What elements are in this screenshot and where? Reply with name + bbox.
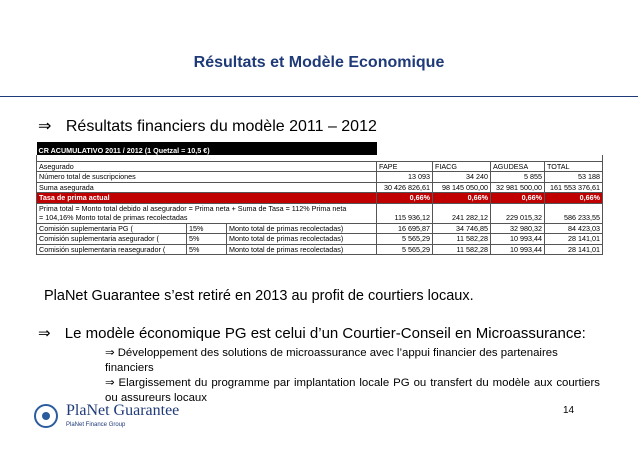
commission-base: Monto total de primas recolectadas) [227, 223, 377, 234]
column-header: Asegurado [37, 161, 377, 172]
table-cell: 10 993,44 [491, 244, 545, 255]
business-model-text: Le modèle économique PG est celui d’un Courtier-Conseil en Microassurance: [64, 325, 586, 342]
table-cell: 13 093 [377, 172, 433, 183]
arrow-icon: ⇒ [38, 118, 52, 135]
column-header: FAPE [377, 161, 433, 172]
table-header: CR ACUMULATIVO 2011 / 2012 (1 Quetzal = 10,5 €) [37, 142, 377, 155]
column-header-row [37, 161, 603, 172]
table-cell: 586 233,55 [545, 203, 603, 223]
row-label: Tasa de prima actual [37, 193, 377, 204]
row-label [37, 203, 377, 223]
table-cell: 30 426 826,61 [377, 182, 433, 193]
table-cell: 0,66% [545, 193, 603, 204]
table-cell: 34 746,85 [433, 223, 491, 234]
table-cell: 32 981 500,00 [491, 182, 545, 193]
table-cell: 5 565,29 [377, 244, 433, 255]
globe-icon [34, 404, 58, 428]
commission-label: Comisión suplementaria PG ( [37, 223, 187, 234]
column-header: FIACG [433, 161, 491, 172]
table-cell: 115 936,12 [377, 203, 433, 223]
table-cell: 84 423,03 [545, 223, 603, 234]
section-subtitle [38, 116, 377, 136]
business-model-note [38, 324, 586, 342]
table-cell: 229 015,32 [491, 203, 545, 223]
table-cell: 11 582,28 [433, 244, 491, 255]
table-cell: 5 565,29 [377, 234, 433, 245]
table-cell: 28 141,01 [545, 234, 603, 245]
retirement-note: PlaNet Guarantee s’est retiré en 2013 au profit de courtiers locaux. [44, 288, 474, 304]
bullet-list [105, 346, 600, 406]
commission-label: Comisión suplementaria reasegurador ( [37, 244, 187, 255]
commission-label: Comisión suplementaria asegurador ( [37, 234, 187, 245]
table-cell: 28 141,01 [545, 244, 603, 255]
table-cell: 0,66% [491, 193, 545, 204]
row-label: Suma asegurada [37, 182, 377, 193]
financial-results-table [36, 142, 602, 255]
row-label-line: = 104,16% Monto total de primas recolectadas [39, 213, 188, 222]
commission-base: Monto total de primas recolectadas) [227, 234, 377, 245]
planet-guarantee-logo [34, 400, 244, 436]
premium-rate-row [37, 193, 603, 204]
total-premium-row [37, 203, 603, 223]
logo-tagline: PlaNet Finance Group [66, 422, 126, 428]
column-header: TOTAL [545, 161, 603, 172]
row-label: Número total de suscripciones [37, 172, 377, 183]
table-cell: 32 980,32 [491, 223, 545, 234]
arrow-icon: ⇒ [38, 325, 51, 342]
table-cell: 241 282,12 [433, 203, 491, 223]
table-cell: 10 993,44 [491, 234, 545, 245]
title-divider [0, 96, 638, 97]
table-cell: 161 553 376,61 [545, 182, 603, 193]
commission-base: Monto total de primas recolectadas) [227, 244, 377, 255]
commission-row [37, 234, 603, 245]
commission-row [37, 223, 603, 234]
table-header-band [37, 142, 603, 155]
table-row [37, 172, 603, 183]
table-cell: 16 695,87 [377, 223, 433, 234]
commission-row [37, 244, 603, 255]
table-cell: 0,66% [433, 193, 491, 204]
subtitle-text: Résultats financiers du modèle 2011 – 2012 [65, 118, 377, 135]
table-cell: 53 188 [545, 172, 603, 183]
table-cell: 34 240 [433, 172, 491, 183]
logo-name: PlaNet Guarantee [66, 402, 180, 419]
commission-pct: 15% [187, 223, 227, 234]
commission-pct: 5% [187, 234, 227, 245]
slide-title: Résultats et Modèle Economique [193, 54, 445, 71]
commission-pct: 5% [187, 244, 227, 255]
row-label-line: Prima total = Monto total debido al asegurador = Prima neta + Suma de Tasa = 112% Prima neta [39, 203, 347, 213]
page-number: 14 [563, 405, 575, 416]
table-cell: 5 855 [491, 172, 545, 183]
table-row [37, 182, 603, 193]
bullet-item: ⇒ Développement des solutions de microassurance avec l’appui financier des partenaires financiers [105, 347, 558, 374]
table-cell: 98 145 050,00 [433, 182, 491, 193]
bullet-item: ⇒ Elargissement du programme par implantation locale PG ou transfert du modèle aux courtiers ou assureurs locaux [105, 377, 600, 404]
table-cell: 11 582,28 [433, 234, 491, 245]
column-header: AGUDESA [491, 161, 545, 172]
table-cell: 0,66% [377, 193, 433, 204]
